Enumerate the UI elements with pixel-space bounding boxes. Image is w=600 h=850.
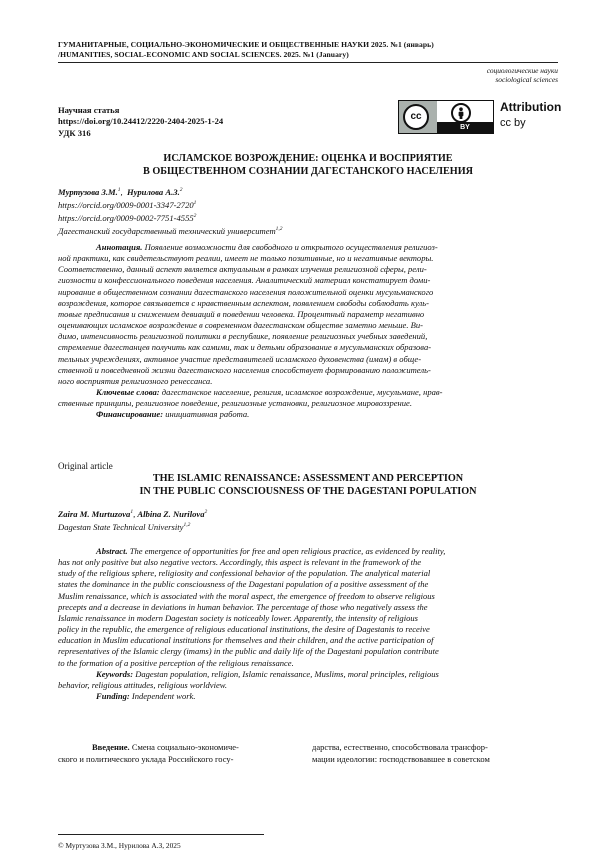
udc-code: УДК 316 [58,127,91,138]
intro-left-column: Введение. Смена социально-экономиче- ского и политического уклада Российского госу- [58,742,239,764]
title-ru: ИСЛАМСКОЕ ВОЗРОЖДЕНИЕ: ОЦЕНКА И ВОСПРИЯТИЕ В ОБЩЕСТВЕННОМ СОЗНАНИИ ДАГЕСТАНСКОГО НАСЕЛЕНИЯ [143,153,473,177]
keywords-en: Keywords: Dagestan population, religion, Islamic renaissance, Muslims, moral principles, religious [96,668,439,679]
cc-license[interactable] [398,98,562,136]
keywords-ru: Ключевые слова: дагестанское население, религия, исламское возрождение, мусульмане, нрав- [96,387,443,398]
cc-by-badge [398,100,494,134]
funding-en: Funding: Independent work. [96,691,196,702]
intro-right-column: дарства, естественно, способствовала трансфор- мации идеологии: господствовавшее в советском [312,742,490,764]
journal-header [58,40,558,60]
header-divider [58,62,558,63]
orcid-2[interactable]: https://orcid.org/0009-0002-7751-4555 [58,212,194,223]
author-ru-1: Муртузова З.М. [58,186,118,197]
journal-title-en: /HUMANITIES, SOCIAL-ECONOMIC AND SOCIAL SCIENCES. 2025. №1 (January) [58,50,349,59]
funding-ru: Финансирование: инициативная работа. [96,409,250,420]
section-label [487,66,558,84]
intro-label: Введение. [92,742,130,752]
authors-en: Zaira M. Murtuzova$^1$, Albina Z. Nurilova$^2$ Dagestan State Technical University$^{1,2}$ [58,508,208,532]
authors-ru: Муртузова З.М.$^1$, Нурилова А.З.$^2$ https://orcid.org/0009-0001-3347-2720$^1$ https://orcid.org/0009-0002-7751-4555$^2$ Дагестанский государственный технический университет$^{1,2}$ [58,186,283,236]
abstract-en: Abstract. The emergence of opportunities for free and open religious practice, as evidenced by reality, has not only positive but also negative vectors. Accordingly, this aspect is relevant in the framework of the study of the religious sphere, religiosity and confessional behavior of the population. The analytical material states the dominance in the public consciousness of the Dagestani population of a positive assessment of the Muslim renaissance, which is associated with the moral aspect, the emergence of freedom to observe religious precepts and a decrease in deviations in human behavior. The percentage of those who negatively assess the Islamic renaissance in modern Dagestan society is noticeably lower. Apparently, the intensity of religious policy in the republic, the emergence of religious educational institutions, the desire of Dagestanis to receive education in Muslim educational institutions for themselves and their children, and the active participation of representatives of the Islamic clergy (imams) in the public and daily life of the Dagestani population contribute to the formation of a positive perception of the religious renaissance. Keywords: Dagestan population, religion, Islamic renaissance, Muslims, moral principles, religious behavior, religious attitudes, religious worldview. Funding: Independent work. [58,546,558,702]
attribution-person-icon [451,103,471,123]
by-label: BY [437,122,493,133]
affiliation-ru: Дагестанский государственный технический университет [58,225,276,236]
abstract-ru: Аннотация. Появление возможности для свободного и открытого осуществления религиоз- ной практики, как свидетельствуют реалии, имеет не только позитивные, но и негативные векторы. Соответственно, данный аспект является актуальным в рамках изучения религиозной сферы, рели- гиозности и конфессионального поведения населения. Аналитический материал констатирует доми- нирование в общественном сознании дагестанского населения положительной оценки мусульманского возрождения, которое связывается с нравственным аспектом, появлением свободы соблюдать куль- товые предписания и снижением девиаций в поведении человека. Процентный параметр негативно оценивающих исламское возрождение в современном дагестанском обществе заметно меньше. Ви- димо, интенсивность религиозной политики в республике, появление религиозных учебных заведений, стремление дагестанцев получить как самими, так и детьми образование в мусульманских образова- тельных учреждениях, активное участие представителей исламского духовенства (имам) в обще- ственной и повседневной жизни дагестанского населения способствует формированию положитель- ного восприятия религиозного ренессанса. Ключевые слова: дагестанское население, религия, исламское возрождение, мусульмане, нрав- ственные принципы, религиозное поведение, религиозные установки, религиозное мировоззрение. Финансирование: инициативная работа. [58,242,558,421]
abstract-en-label: Abstract. [96,546,128,556]
copyright-note: © Муртузова З.М., Нурилова А.З, 2025 [58,841,181,850]
cc-logo-icon: cc [403,104,429,130]
title-en: THE ISLAMIC RENAISSANCE: ASSESSMENT AND PERCEPTION IN THE PUBLIC CONSCIOUSNESS OF THE DAGESTANI POPULATION [139,473,477,497]
abstract-ru-label: Аннотация. [96,242,143,252]
author-en-1: Zaira M. Murtuzova [58,508,131,519]
article-meta [58,105,223,139]
license-subtitle: cc by [500,117,526,129]
doi-link[interactable]: https://doi.org/10.24412/2220-2404-2025-1-24 [58,116,224,127]
original-article-label: Original article [58,461,113,471]
author-ru-2: Нурилова А.З. [126,186,180,197]
author-en-2: Albina Z. Nurilova [137,508,205,519]
section-ru: социологические науки [486,66,558,75]
journal-title-ru: ГУМАНИТАРНЫЕ, СОЦИАЛЬНО-ЭКОНОМИЧЕСКИЕ И ОБЩЕСТВЕННЫЕ НАУКИ 2025. №1 (январь) [58,40,434,49]
section-en: sociological sciences [495,75,558,84]
license-title: Attribution [500,100,562,114]
footnote-divider [58,834,264,835]
affiliation-en: Dagestan State Technical University [58,521,184,532]
article-type: Научная статья [58,105,120,115]
orcid-1[interactable]: https://orcid.org/0009-0001-3347-2720 [58,199,194,210]
